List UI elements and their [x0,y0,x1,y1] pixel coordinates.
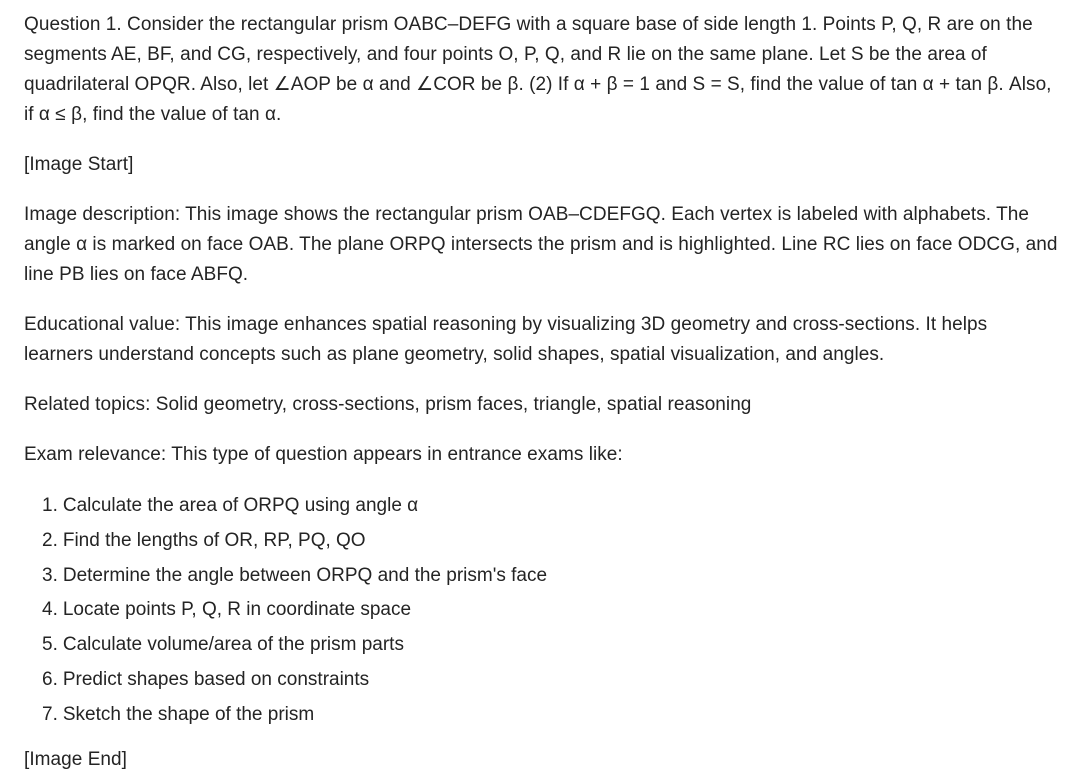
list-item [42,665,1058,695]
list-item [42,561,1058,591]
list-item [42,700,1058,730]
list-item-number: 2. [42,529,58,551]
question-text: Question 1. Consider the rectangular prism OABC–DEFG with a square base of side length 1. Points P, Q, R are on the segments AE, BF, and CG, respectively, and four points O, P, Q, and R lie on the same plane. Let S be the area of quadrilateral OPQR. Also, let ∠AOP be α and ∠COR be β. (2) If α + β = 1 and S = S, find the value of tan α + tan β. Also, if α ≤ β, find the value of tan α. [24,14,1052,125]
list-item-text: Find the lengths of OR, RP, PQ, QO [62,529,366,551]
exam-items-list [24,491,1058,730]
list-item [42,595,1058,625]
list-item [42,491,1058,521]
educational-value: Educational value: This image enhances spatial reasoning by visualizing 3D geometry and cross-sections. It helps learners understand concepts such as plane geometry, solid shapes, spatial visualization, and angles. [24,314,988,365]
list-item-text: Calculate the area of ORPQ using angle α [62,495,419,516]
list-item-number: 4. [42,599,58,621]
related-topics: Related topics: Solid geometry, cross-sections, prism faces, triangle, spatial reasoning [24,394,752,415]
list-item-text: Sketch the shape of the prism [62,703,315,725]
image-description: Image description: This image shows the rectangular prism OAB–CDEFGQ. Each vertex is labeled with alphabets. The angle α is marked on face OAB. The plane ORPQ intersects the prism and is highlighted. Line RC lies on face ODCG, and line PB lies on face ABFQ. [24,204,1058,285]
list-item-number: 3. [42,564,58,586]
list-item [42,630,1058,660]
list-item-number: 7. [42,703,58,725]
list-item-text: Determine the angle between ORPQ and the prism's face [62,564,548,586]
list-item-number: 5. [42,634,58,656]
exam-relevance: Exam relevance: This type of question appears in entrance exams like: [24,444,623,465]
list-item-text: Locate points P, Q, R in coordinate space [62,599,412,621]
list-item-number: 6. [42,668,58,690]
list-item-text: Calculate volume/area of the prism parts [62,634,404,656]
image-start-marker: [Image Start] [24,154,134,175]
image-end-marker: [Image End] [24,748,127,770]
list-item [42,526,1058,556]
list-item-text: Predict shapes based on constraints [62,668,370,690]
list-item-number: 1. [42,495,58,516]
